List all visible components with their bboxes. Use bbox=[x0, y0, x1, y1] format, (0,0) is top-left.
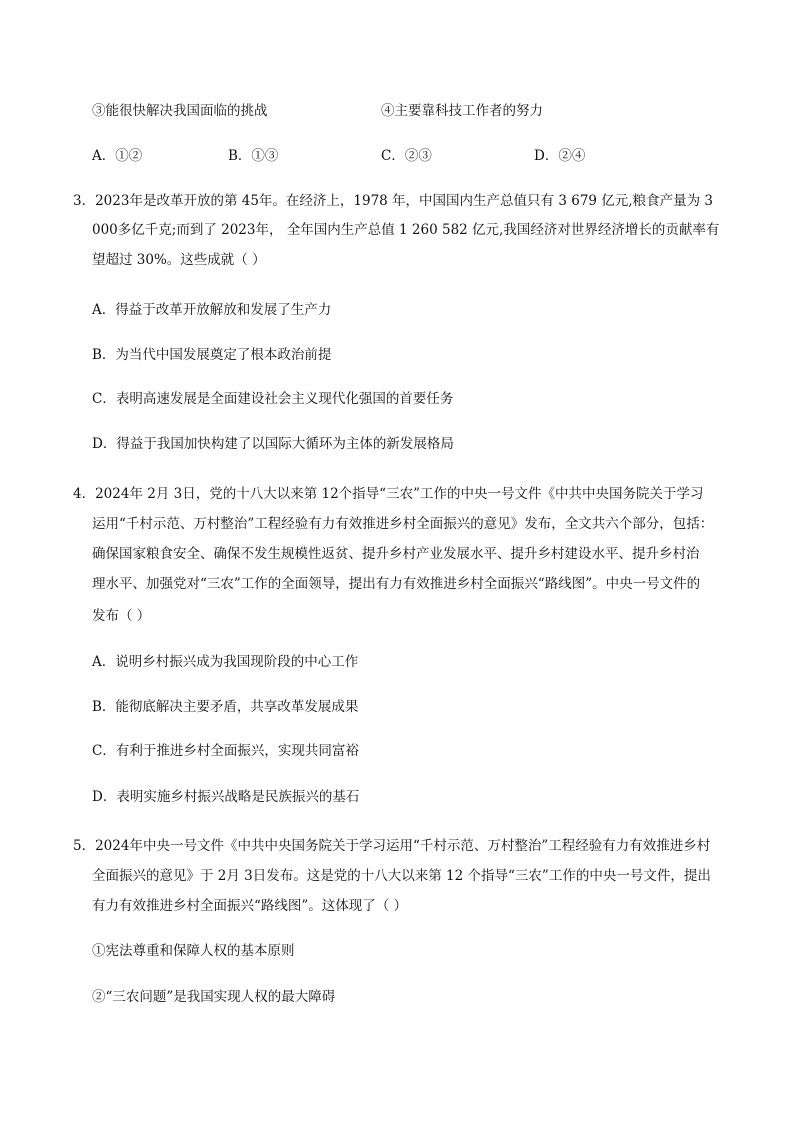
q3-option-b[interactable]: B．为当代中国发展奠定了根本政治前提 bbox=[92, 347, 332, 363]
q5-stem-line-3: 有力有效推进乡村全面振兴“路线图”。这体现了（ ） bbox=[92, 898, 408, 914]
q3-option-a[interactable]: A．得益于改革开放解放和发展了生产力 bbox=[92, 302, 332, 318]
q4-option-c[interactable]: C．有利于推进乡村全面振兴，实现共同富裕 bbox=[92, 743, 359, 759]
q3-option-c[interactable]: C．表明高速发展是全面建设社会主义现代化强国的首要任务 bbox=[92, 391, 454, 407]
q2-choice-c[interactable]: C．②③ bbox=[381, 148, 432, 164]
q5-statement-1: ①宪法尊重和保障人权的基本原则 bbox=[92, 943, 295, 959]
q4-stem-line-1: 4．2024年 2月 3日，党的十八大以来第 12个指导“三农”工作的中央一号文件《中共中央国务院关于学习 bbox=[73, 486, 704, 502]
q5-stem-line-1: 5．2024年中央一号文件《中共中央国务院关于学习运用“千村示范、万村整治”工程经验有力有效推进乡村 bbox=[73, 838, 711, 854]
q2-choice-d[interactable]: D．②④ bbox=[534, 148, 586, 164]
q4-option-a[interactable]: A．说明乡村振兴成为我国现阶段的中心工作 bbox=[92, 654, 359, 670]
q2-statement-3: ③能很快解决我国面临的挑战 bbox=[92, 103, 268, 119]
q2-statement-4: ④主要靠科技工作者的努力 bbox=[381, 103, 543, 119]
q4-stem-line-4: 理水平、加强党对“三农”工作的全面领导，提出有力有效推进乡村全面振兴“路线图”。中央一号文件的 bbox=[92, 576, 701, 592]
q2-choice-a[interactable]: A．①② bbox=[92, 148, 143, 164]
q3-option-d[interactable]: D．得益于我国加快构建了以国际大循环为主体的新发展格局 bbox=[92, 436, 454, 452]
q4-option-d[interactable]: D．表明实施乡村振兴战略是民族振兴的基石 bbox=[92, 789, 360, 805]
q3-stem-line-3: 望超过 30%。这些成就（ ） bbox=[92, 252, 266, 268]
q4-stem-line-2: 运用“千村示范、万村整治”工程经验有力有效推进乡村全面振兴的意见》发布，全文共六个部分，包括： bbox=[92, 516, 714, 532]
q5-stem-line-2: 全面振兴的意见》于 2月 3日发布。这是党的十八大以来第 12 个指导“三农”工作的中央一号文件，提出 bbox=[92, 868, 711, 884]
q2-choice-b[interactable]: B．①③ bbox=[228, 148, 279, 164]
q3-stem-line-2: 000多亿千克;而到了 2023年， 全年国内生产总值 1 260 582 亿元,我国经济对世界经济增长的贡献率有 bbox=[92, 222, 720, 238]
q4-option-b[interactable]: B．能彻底解决主要矛盾，共享改革发展成果 bbox=[92, 699, 359, 715]
q4-stem-line-5: 发布（ ） bbox=[92, 608, 151, 624]
q4-stem-line-3: 确保国家粮食安全、确保不发生规模性返贫、提升乡村产业发展水平、提升乡村建设水平、提升乡村治 bbox=[92, 546, 700, 562]
q5-statement-2: ②“三农问题”是我国实现人权的最大障碍 bbox=[92, 989, 336, 1005]
q3-stem-line-1: 3．2023年是改革开放的第 45年。在经济上，1978 年，中国国内生产总值只有 3 679 亿元,粮食产量为 3 bbox=[73, 193, 713, 209]
